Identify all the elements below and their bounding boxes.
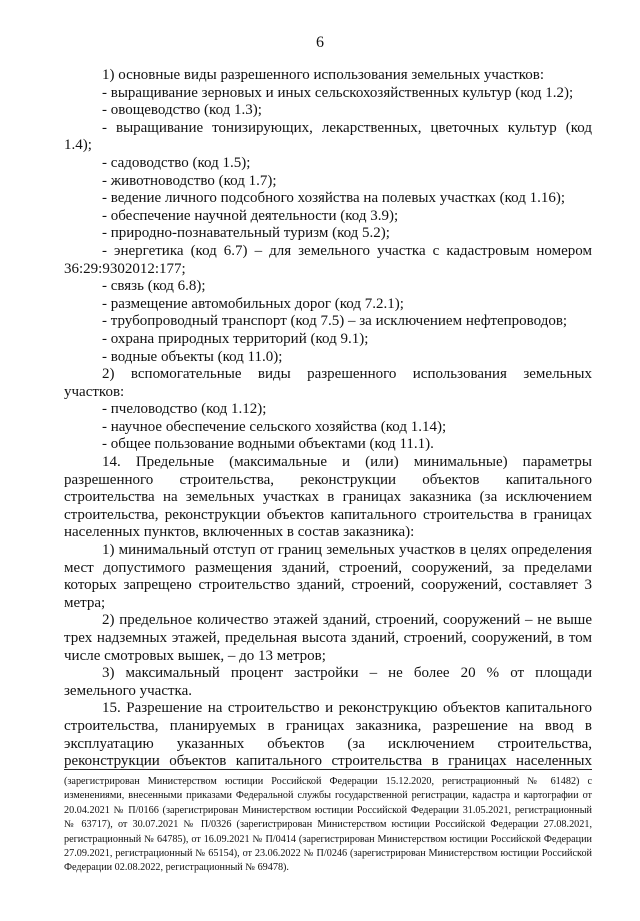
footnote-divider xyxy=(64,769,592,770)
page-number: 6 xyxy=(316,34,324,51)
paragraph-14-item-3: 3) максимальный процент застройки – не более 20 % от площади земельного участка. xyxy=(64,665,592,699)
paragraph-primary-uses-heading: 1) основные виды разрешенного использования земельных участков: xyxy=(102,67,545,83)
list-item: - выращивание зерновых и иных сельскохозяйственных культур (код 1.2); xyxy=(102,84,574,101)
paragraph-14-item-1: 1) минимальный отступ от границ земельных участков в целях определения мест допустимого размещения зданий, строений, сооружений, за пределами которых запрещено строительство зданий, строений, сооружений, составляет 3 метра; xyxy=(64,542,592,611)
list-item: - пчеловодство (код 1.12); xyxy=(102,401,267,418)
paragraph-14: 14. Предельные (максимальные и (или) минимальные) параметры разрешенного строительства, реконструкции объектов капитального строительства на земельных участках в границах заказника (за исключением строительства, реконструкции объектов капитального строительства в границах населенных пунктов, включенных в состав заказника): xyxy=(64,454,592,541)
list-item: - энергетика (код 6.7) – для земельного участка с кадастровым номером 36:29:9302012:177; xyxy=(64,242,592,277)
list-item: - охрана природных территорий (код 9.1); xyxy=(102,330,369,347)
list-item: - садоводство (код 1.5); xyxy=(102,154,251,171)
list-item: - трубопроводный транспорт (код 7.5) – за исключением нефтепроводов; xyxy=(102,313,568,330)
list-item: - выращивание тонизирующих, лекарственных, цветочных культур (код 1.4); xyxy=(64,119,592,154)
list-item: - обеспечение научной деятельности (код 3.9); xyxy=(102,207,399,224)
list-item: - природно-познавательный туризм (код 5.2); xyxy=(102,225,390,242)
list-item: - животноводство (код 1.7); xyxy=(102,172,277,189)
list-item: - водные объекты (код 11.0); xyxy=(102,348,283,365)
list-item: - связь (код 6.8); xyxy=(102,278,206,295)
list-item: - ведение личного подсобного хозяйства на полевых участках (код 1.16); xyxy=(102,190,566,207)
list-item: - размещение автомобильных дорог (код 7.2.1); xyxy=(102,295,404,312)
list-item: - общее пользование водными объектами (код 11.1). xyxy=(102,436,434,453)
document-body xyxy=(64,67,592,771)
paragraph-14-item-2: 2) предельное количество этажей зданий, строений, сооружений – не выше трех надземных этажей, предельная высота зданий, строений, сооружений, в том числе смотровых вышек, – до 13 метров; xyxy=(64,612,592,664)
list-item: - научное обеспечение сельского хозяйства (код 1.14); xyxy=(102,418,447,435)
list-item: - овощеводство (код 1.3); xyxy=(102,102,262,119)
paragraph-15: 15. Разрешение на строительство и реконструкцию объектов капитального строительства, планируемых в границах заказника, разрешение на ввод в эксплуатацию указанных объектов (за исключением строительства, реконструкции объектов капитального строительства в границах населенных xyxy=(64,700,592,770)
footnote: (зарегистрирован Министерством юстиции Российской Федерации 15.12.2020, регистрационный № 61482) с изменениями, внесенными приказами Федеральной службы государственной регистрации, кадастра и картографии от 20.04.2021 № П/0166 (зарегистрирован Министерством юстиции Российской Федерации 31.05.2021, регистрационный № 63717), от 30.07.2021 № П/0326 (зарегистрирован Министерством юстиции Российской Федерации 27.08.2021, регистрационный № 64785), от 16.09.2021 № П/0414 (зарегистрирован Министерством юстиции Российской Федерации 27.09.2021, регистрационный № 65154), от 23.06.2022 № П/0246 (зарегистрирован Министерством юстиции Российской Федерации 02.08.2022, регистрационный № 69478). xyxy=(64,776,592,874)
paragraph-auxiliary-uses-heading: 2) вспомогательные виды разрешенного использования земельных участков: xyxy=(64,366,592,400)
